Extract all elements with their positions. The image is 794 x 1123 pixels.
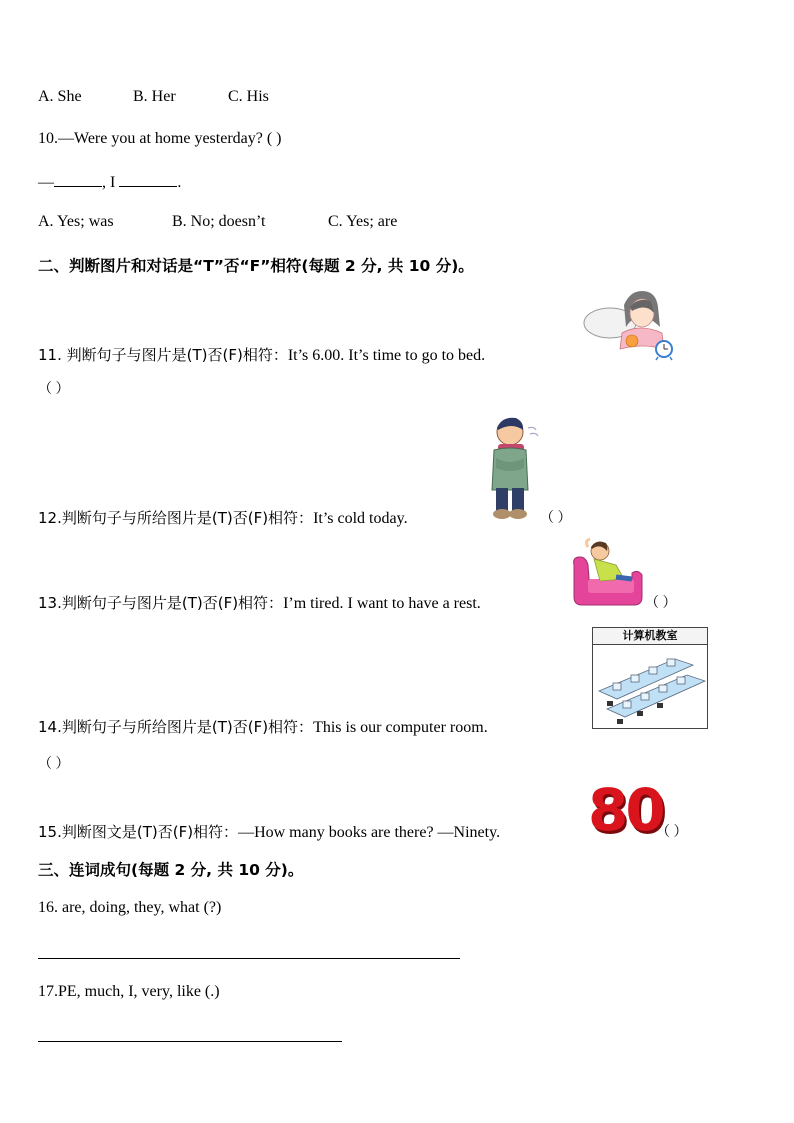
sleeping-girl-image xyxy=(580,283,678,361)
q10-blank-2[interactable] xyxy=(119,172,177,187)
q13-sentence: I’m tired. I want to have a rest. xyxy=(283,595,481,612)
q10-option-c[interactable]: C. Yes; are xyxy=(328,213,398,230)
q10-answer xyxy=(38,172,181,192)
q11-sentence: It’s 6.00. It’s time to go to bed. xyxy=(287,347,486,364)
q15-sentence: —How many books are there? —Ninety. xyxy=(238,824,501,841)
q17-answer-line[interactable] xyxy=(38,1041,342,1042)
q17-prompt: 17.PE, much, I, very, like (.) xyxy=(38,983,220,1000)
q10-options xyxy=(38,213,397,231)
q15-answer-paren[interactable]: （ ） xyxy=(656,825,688,840)
q14-sentence: This is our computer room. xyxy=(313,719,488,736)
q9-option-a[interactable]: A. She xyxy=(38,88,82,105)
q13-prefix: 13.判断句子与图片是(T)否(F)相符： xyxy=(38,594,284,612)
q11-answer-paren[interactable]: （ ） xyxy=(38,382,70,397)
section-2-title: 二、判断图片和对话是“T”否“F”相符(每题 2 分, 共 10 分)。 xyxy=(38,257,474,275)
computer-room-label: 计算机教室 xyxy=(593,628,707,645)
q9-option-b[interactable]: B. Her xyxy=(133,88,176,105)
section-3-title: 三、连词成句(每题 2 分, 共 10 分)。 xyxy=(38,861,304,879)
q16-prompt: 16. are, doing, they, what (?) xyxy=(38,899,222,916)
q10-end: . xyxy=(177,174,182,191)
q11-text xyxy=(38,344,485,365)
q12-text xyxy=(38,507,408,528)
q10-option-a[interactable]: A. Yes; was xyxy=(38,213,114,230)
computer-room-image xyxy=(592,627,708,729)
tired-boy-armchair-image xyxy=(570,535,646,607)
q13-text xyxy=(38,592,481,613)
q11-prefix: 11. 判断句子与图片是(T)否(F)相符： xyxy=(38,346,288,364)
q9-options xyxy=(38,88,269,106)
q16-answer-line[interactable] xyxy=(38,958,460,959)
q13-answer-paren[interactable]: （ ） xyxy=(645,596,677,611)
number-80-image: 80 xyxy=(588,776,663,844)
q12-sentence: It’s cold today. xyxy=(313,510,408,527)
q10-dash: — xyxy=(38,174,54,191)
q14-prefix: 14.判断句子与所给图片是(T)否(F)相符： xyxy=(38,718,314,736)
q10-option-b[interactable]: B. No; doesn’t xyxy=(172,213,266,230)
q12-prefix: 12.判断句子与所给图片是(T)否(F)相符： xyxy=(38,509,314,527)
q9-option-c[interactable]: C. His xyxy=(228,88,269,105)
q10-question: 10.—Were you at home yesterday? ( ) xyxy=(38,130,282,147)
q10-mid: , I xyxy=(102,174,116,191)
computer-desks-drawing xyxy=(593,645,707,728)
q12-answer-paren[interactable]: （ ） xyxy=(540,511,572,526)
q15-prefix: 15.判断图文是(T)否(F)相符： xyxy=(38,823,239,841)
q15-text xyxy=(38,821,500,842)
q14-answer-paren[interactable]: （ ） xyxy=(38,757,70,772)
q14-text xyxy=(38,716,488,737)
q10-blank-1[interactable] xyxy=(54,172,102,187)
